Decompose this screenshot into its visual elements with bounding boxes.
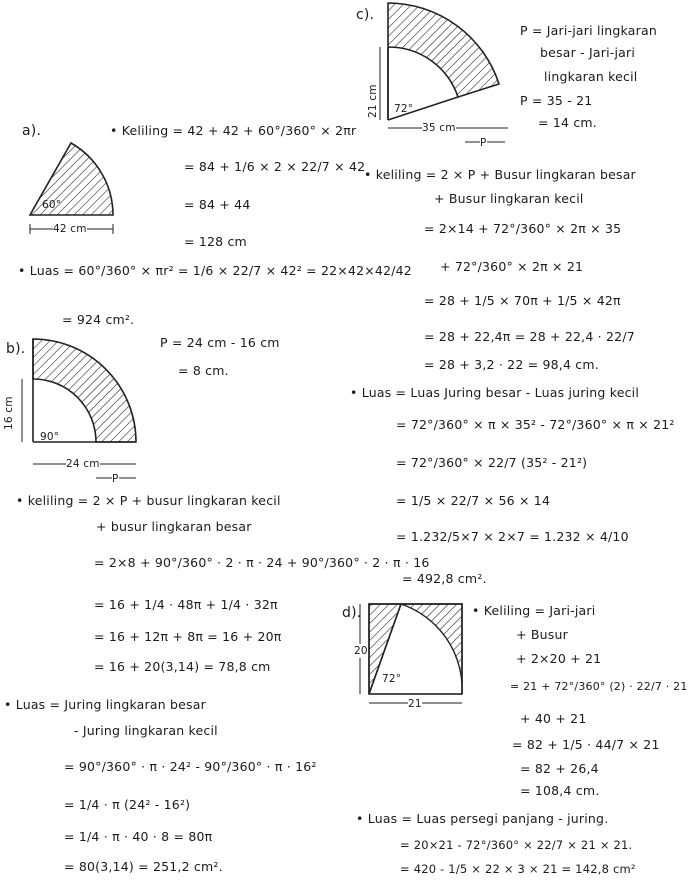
fig-d-base: 21 xyxy=(408,698,422,710)
label-part-b: b). xyxy=(6,341,26,357)
figure-d-rectangle xyxy=(360,604,462,703)
d-luas-line-2: = 20×21 - 72°/360° × 22/7 × 21 × 21. xyxy=(400,838,633,852)
b-luas-line-4: = 1/4 · π (24² - 16²) xyxy=(64,797,191,812)
c-luas-line-5: = 1.232/5×7 × 2×7 = 1.232 × 4/10 xyxy=(396,529,629,544)
a-keliling-line-2: = 84 + 1/6 × 2 × 22/7 × 42 xyxy=(184,159,366,174)
d-keliling-line-4: = 21 + 72°/360° (2) · 22/7 · 21 xyxy=(510,680,688,693)
fig-b-small-radius: 16 cm xyxy=(3,396,15,430)
c-p-def-2: besar - Jari-jari xyxy=(540,45,636,60)
d-keliling-line-5: + 40 + 21 xyxy=(520,711,587,726)
b-keliling-line-5: = 16 + 12π + 8π = 16 + 20π xyxy=(94,629,282,644)
b-keliling-line-4: = 16 + 1/4 · 48π + 1/4 · 32π xyxy=(94,597,278,612)
c-keliling-line-1: • keliling = 2 × P + Busur lingkaran besar xyxy=(364,167,636,182)
fig-b-p: P xyxy=(112,473,119,485)
a-keliling-line-3: = 84 + 44 xyxy=(184,197,251,212)
c-keliling-line-2: + Busur lingkaran kecil xyxy=(434,191,584,206)
fig-a-angle: 60° xyxy=(42,199,62,211)
c-luas-line-1: • Luas = Luas Juring besar - Luas juring kecil xyxy=(350,385,640,400)
c-p-def-4: P = 35 - 21 xyxy=(520,93,593,108)
a-keliling-line-1: • Keliling = 42 + 42 + 60°/360° × 2πr xyxy=(110,123,357,138)
fig-c-angle: 72° xyxy=(394,103,414,115)
figure-a-sector xyxy=(30,143,113,234)
c-p-def-5: = 14 cm. xyxy=(538,115,597,130)
fig-c-p: P xyxy=(480,137,487,149)
c-p-def-3: lingkaran kecil xyxy=(544,69,638,84)
c-keliling-line-6: = 28 + 22,4π = 28 + 22,4 · 22/7 xyxy=(424,329,635,344)
fig-c-small-radius: 21 cm xyxy=(367,84,379,118)
label-part-d: d). xyxy=(342,605,362,621)
a-keliling-line-4: = 128 cm xyxy=(184,234,247,249)
b-luas-line-6: = 80(3,14) = 251,2 cm². xyxy=(64,859,223,874)
c-keliling-line-7: = 28 + 3,2 · 22 = 98,4 cm. xyxy=(424,357,599,372)
b-p-def-2: = 8 cm. xyxy=(178,363,229,378)
a-luas-line-2: = 924 cm². xyxy=(62,312,135,327)
b-luas-line-5: = 1/4 · π · 40 · 8 = 80π xyxy=(64,829,213,844)
c-keliling-line-5: = 28 + 1/5 × 70π + 1/5 × 42π xyxy=(424,293,621,308)
fig-a-dimension: 42 cm xyxy=(53,223,87,235)
b-luas-line-2: - Juring lingkaran kecil xyxy=(74,723,218,738)
b-p-def-1: P = 24 cm - 16 cm xyxy=(160,335,280,350)
fig-d-angle: 72° xyxy=(382,673,402,685)
fig-b-angle: 90° xyxy=(40,431,60,443)
b-keliling-line-2: + busur lingkaran besar xyxy=(96,519,252,534)
d-keliling-line-1: • Keliling = Jari-jari xyxy=(472,603,596,618)
fig-b-big-radius: 24 cm xyxy=(66,458,100,470)
b-keliling-line-1: • keliling = 2 × P + busur lingkaran kecil xyxy=(16,493,281,508)
d-luas-line-1: • Luas = Luas persegi panjang - juring. xyxy=(356,811,609,826)
d-keliling-line-7: = 82 + 26,4 xyxy=(520,761,599,776)
fig-d-side: 20 xyxy=(354,645,368,657)
c-keliling-line-4: + 72°/360° × 2π × 21 xyxy=(440,259,584,274)
label-part-a: a). xyxy=(22,123,42,139)
a-luas-line-1: • Luas = 60°/360° × πr² = 1/6 × 22/7 × 42² = 22×42×42/42 xyxy=(18,263,412,278)
c-luas-line-3: = 72°/360° × 22/7 (35² - 21²) xyxy=(396,455,588,470)
b-luas-line-1: • Luas = Juring lingkaran besar xyxy=(4,697,206,712)
b-luas-line-3: = 90°/360° · π · 24² - 90°/360° · π · 16² xyxy=(64,759,317,774)
c-luas-line-2: = 72°/360° × π × 35² - 72°/360° × π × 21² xyxy=(396,417,675,432)
label-part-c: c). xyxy=(356,7,375,23)
b-keliling-line-3: = 2×8 + 90°/360° · 2 · π · 24 + 90°/360° · 2 · π · 16 xyxy=(94,555,430,570)
c-luas-line-6: = 492,8 cm². xyxy=(402,571,487,586)
c-keliling-line-3: = 2×14 + 72°/360° × 2π × 35 xyxy=(424,221,622,236)
d-keliling-line-6: = 82 + 1/5 · 44/7 × 21 xyxy=(512,737,660,752)
fig-c-big-radius: 35 cm xyxy=(422,122,456,134)
d-keliling-line-3: + 2×20 + 21 xyxy=(516,651,602,666)
c-luas-line-4: = 1/5 × 22/7 × 56 × 14 xyxy=(396,493,551,508)
c-p-def-1: P = Jari-jari lingkaran xyxy=(520,23,657,38)
d-keliling-line-8: = 108,4 cm. xyxy=(520,783,600,798)
d-luas-line-3: = 420 - 1/5 × 22 × 3 × 21 = 142,8 cm² xyxy=(400,862,636,876)
b-keliling-line-6: = 16 + 20(3,14) = 78,8 cm xyxy=(94,659,271,674)
d-keliling-line-2: + Busur xyxy=(516,627,568,642)
